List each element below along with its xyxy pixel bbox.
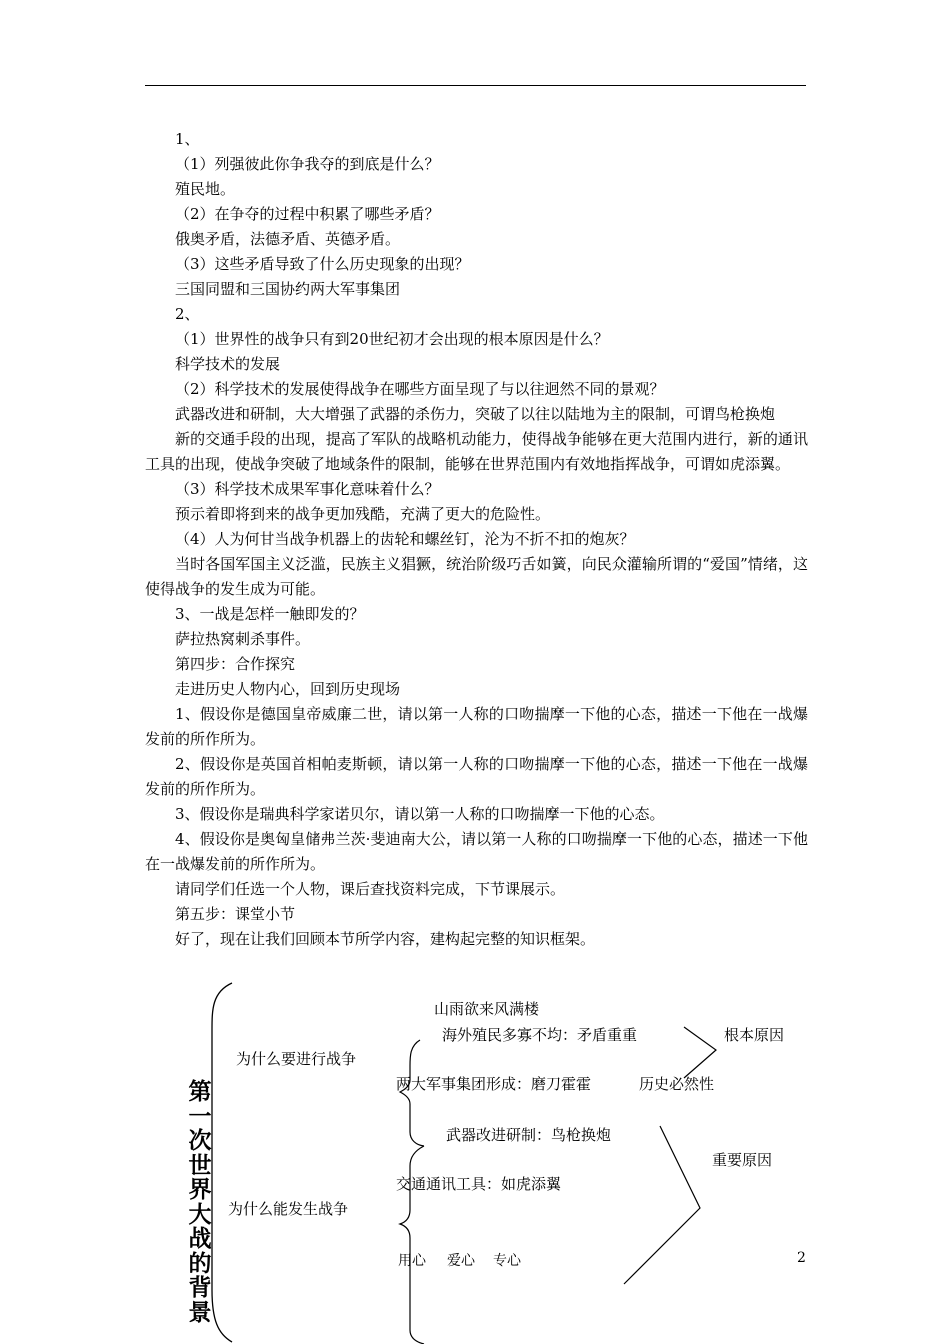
top-phrase: 山雨欲来风满楼 (434, 1000, 540, 1018)
root-cause-arrow (684, 1027, 716, 1078)
item-colonies: 海外殖民多寡不均：矛盾重重 (442, 1026, 638, 1044)
footer-motto-1: 用心 (398, 1253, 426, 1269)
paragraph: 武器改进和研制，大大增强了武器的杀伤力，突破了以往以陆地为主的限制，可谓鸟枪换炮 (175, 405, 776, 423)
paragraph: 走进历史人物内心，回到历史现场 (175, 680, 401, 698)
paragraph: 当时各国军国主义泛滥，民族主义猖獗，统治阶级巧舌如簧，向民众灌输所谓的“爱国”情绪，这使得战争的发生成为可能。 (145, 555, 808, 598)
root-cause: 根本原因 (724, 1026, 785, 1044)
paragraph: （3）科学技术成果军事化意味着什么？ (175, 480, 440, 498)
paragraph: 新的交通手段的出现，提高了军队的战略机动能力，使得战争能够在更大范围内进行，新的通讯工具的出现，使战争突破了地域条件的限制，能够在世界范围内有效地指挥战争，可谓如虎添翼。 (145, 430, 808, 473)
footer-motto-2: 爱心 (447, 1253, 475, 1269)
paragraph: （3）这些矛盾导致了什么历史现象的出现？ (175, 255, 470, 273)
paragraph: 科学技术的发展 (175, 355, 281, 373)
outer-brace (212, 983, 232, 1342)
diagram-title: 第一次世界大战的背景 (188, 1079, 212, 1326)
paragraph: 3、假设你是瑞典科学家诺贝尔，请以第一人称的口吻揣摩一下他的心态。 (175, 805, 665, 823)
branch-why-possible: 为什么能发生战争 (228, 1200, 349, 1218)
paragraph: 萨拉热窝刺杀事件。 (175, 630, 311, 648)
paragraph: 2、假设你是英国首相帕麦斯顿，请以第一人称的口吻揣摩一下他的心态，描述一下他在一战爆发前的所作所为。 (145, 755, 808, 798)
important-cause: 重要原因 (712, 1151, 773, 1169)
paragraph: 4、假设你是奥匈皇储弗兰茨·斐迪南大公，请以第一人称的口吻揣摩一下他的心态，描述一下他在一战爆发前的所作所为。 (145, 830, 808, 873)
paragraph: 俄奥矛盾，法德矛盾、英德矛盾。 (175, 230, 401, 248)
paragraph: 1、假设你是德国皇帝威廉二世，请以第一人称的口吻揣摩一下他的心态，描述一下他在一战爆发前的所作所为。 (145, 705, 808, 748)
item-transport: 交通通讯工具：如虎添翼 (396, 1175, 562, 1193)
page-number: 2 (797, 1250, 806, 1266)
paragraph: （2）科学技术的发展使得战争在哪些方面呈现了与以往迥然不同的景观？ (175, 380, 665, 398)
item-weapons: 武器改进研制：鸟枪换炮 (446, 1126, 612, 1144)
paragraph: 第五步：课堂小节 (175, 905, 296, 923)
paragraph: （1）世界性的战争只有到20世纪初才会出现的根本原因是什么？ (175, 330, 609, 348)
item-blocs: 两大军事集团形成：磨刀霍霍 (396, 1075, 592, 1093)
paragraph: 三国同盟和三国协约两大军事集团 (175, 280, 401, 298)
paragraph: 请同学们任选一个人物，课后查找资料完成，下节课展示。 (175, 880, 566, 898)
paragraph: 2、 (175, 305, 200, 323)
paragraph: 殖民地。 (175, 180, 236, 198)
branch-why-war: 为什么要进行战争 (236, 1050, 357, 1068)
paragraph: 3、一战是怎样一触即发的？ (175, 605, 365, 623)
paragraph: （2）在争夺的过程中积累了哪些矛盾？ (175, 205, 440, 223)
paragraph: （1）列强彼此你争我夺的到底是什么？ (175, 155, 440, 173)
paragraph: 预示着即将到来的战争更加残酷，充满了更大的危险性。 (175, 505, 551, 523)
paragraph: 1、 (175, 130, 200, 148)
paragraph: 第四步：合作探究 (175, 655, 296, 673)
footer-motto-3: 专心 (493, 1253, 521, 1269)
paragraph: （4）人为何甘当战争机器上的齿轮和螺丝钉，沦为不折不扣的炮灰？ (175, 530, 635, 548)
paragraph: 好了，现在让我们回顾本节所学内容，建构起完整的知识框架。 (175, 930, 596, 948)
inevitability: 历史必然性 (639, 1075, 715, 1093)
important-cause-arrow (624, 1126, 700, 1284)
